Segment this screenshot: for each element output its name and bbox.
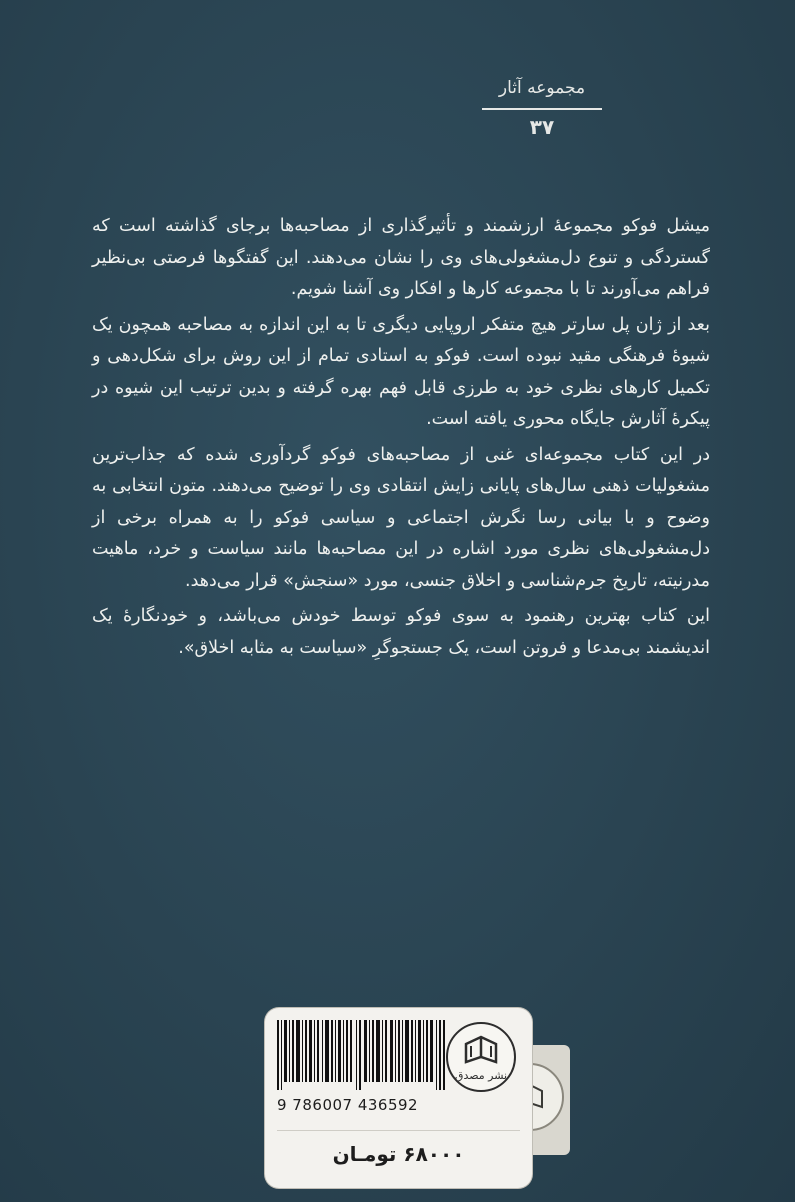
- series-divider: [482, 108, 602, 110]
- blurb-text: [92, 211, 710, 664]
- price-sticker: [265, 1008, 532, 1188]
- blurb-paragraph-3: در این کتاب مجموعه‌ای غنی از مصاحبه‌های فوکو گردآوری شده که جذاب‌ترین مشغولیات ذهنی سال‌های پایانی زایش انتقادی وی را توضیح می‌دهند. متون انتخابی به وضوح و با بیانی رسا نگرش اجتماعی و سیاسی فوکو را به همراه برخی از دل‌مشغولی‌های نظری مورد اشاره در این مصاحبه‌ها مانند سیاست و خرد، ماهیت مدرنیته، تاریخ جرم‌شناسی و اخلاق جنسی، مورد «سنجش» قرار می‌دهد.: [92, 444, 710, 591]
- publisher-logo: [446, 1022, 516, 1092]
- series-number: ۳۷: [529, 115, 555, 139]
- blurb-paragraph-4: این کتاب بهترین رهنمود به سوی فوکو توسط خودش می‌باشد، و خودنگارهٔ یک اندیشمند بی‌مدعا و فروتن است، یک جستجوگرِ «سیاست به مثابه اخلاق».: [92, 606, 710, 658]
- barcode-icon: [277, 1020, 445, 1090]
- series-label: مجموعه آثار: [498, 78, 586, 98]
- isbn-number: 9 786007 436592: [277, 1096, 419, 1114]
- publisher-logo-text: نشر مصدق: [454, 1069, 508, 1082]
- price-label: ۶۸۰۰۰ تومـان: [277, 1130, 520, 1177]
- blurb-paragraph-2: بعد از ژان پل سارتر هیچ متفکر اروپایی دیگری تا به این اندازه به مصاحبه همچون یک شیوهٔ فرهنگی مقید نبوده است. فوکو به استادی تمام از این روش برای شکل‌دهی و تکمیل کارهای نظری خود به طرزی قابل فهم بهره گرفته و بدین ترتیب این شیوه در پیکرهٔ آثارش جایگاه محوری یافته است.: [92, 314, 710, 429]
- series-block: [482, 76, 602, 140]
- blurb-paragraph-1: میشل فوکو مجموعهٔ ارزشمند و تأثیرگذاری از مصاحبه‌ها برجای گذاشته است که گستردگی و تنوع دل‌مشغولی‌های وی را نشان می‌دهند. این گفتگوها فرصتی بی‌نظیر فراهم می‌آورند تا با مجموعه کارها و افکار وی آشنا شویم.: [92, 216, 710, 299]
